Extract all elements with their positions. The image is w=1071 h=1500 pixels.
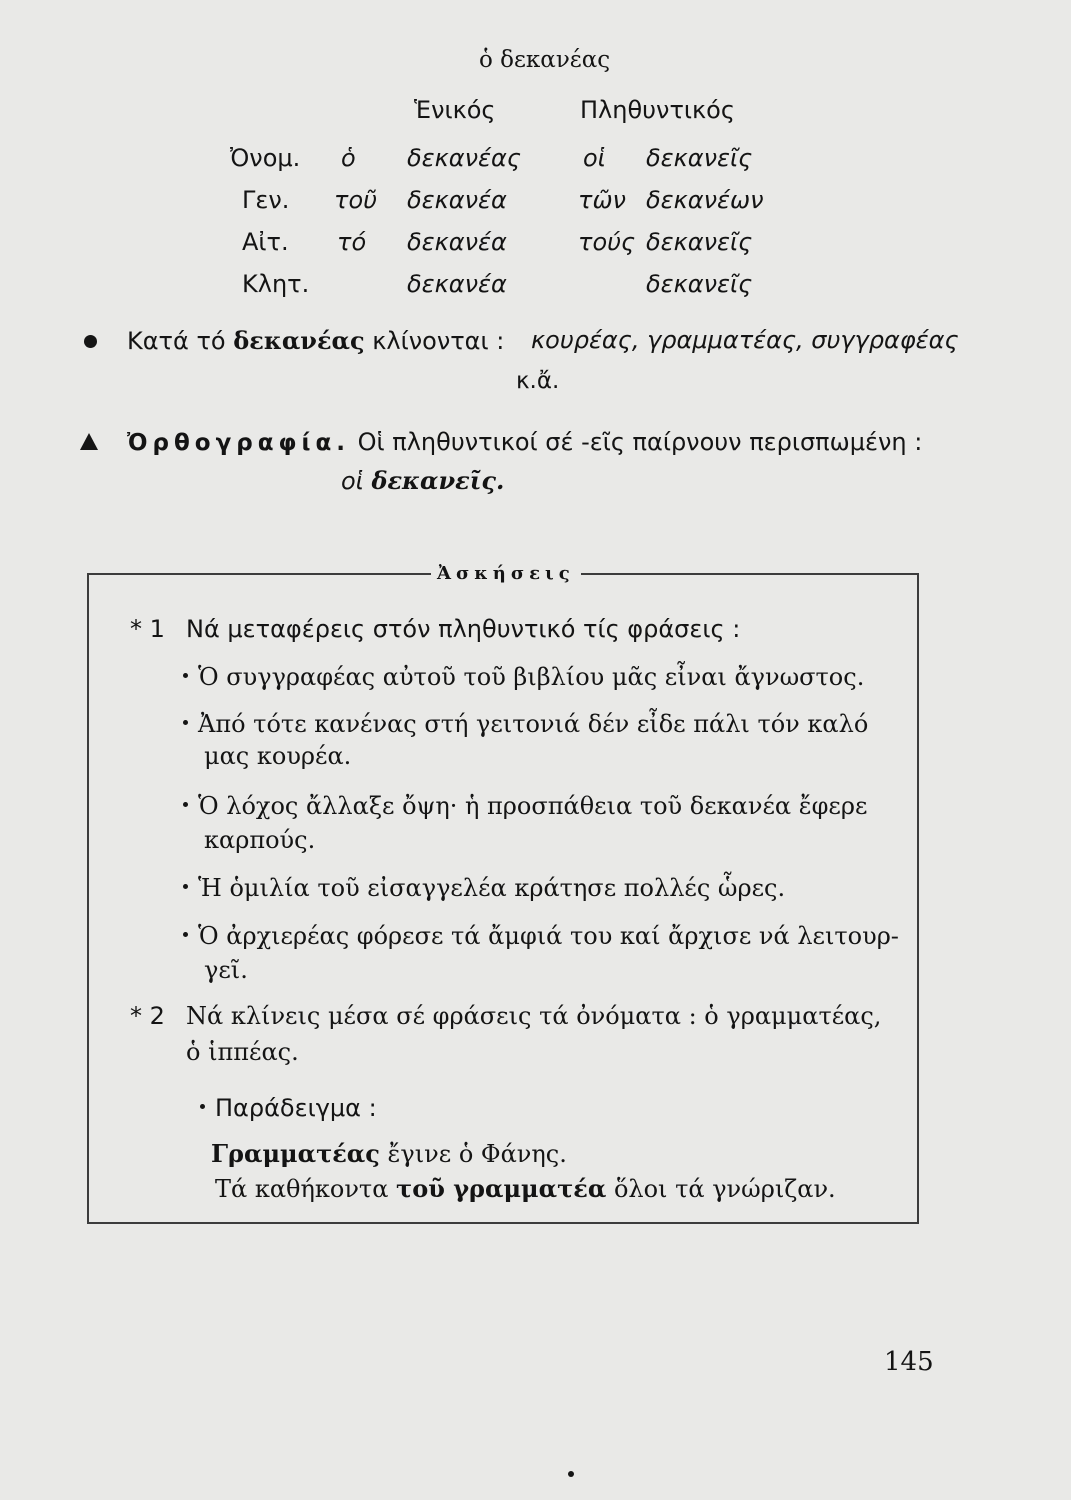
singular-header: Ἑνικός [414,96,496,124]
orthography-example-article: οἱ [341,467,364,495]
bullet-icon [200,1104,205,1109]
case-label: Κλητ. [242,270,310,298]
list-item: Ὁ συγγραφέας αὐτοῦ τοῦ βιβλίου μᾶς εἶναι ἄγνωστος. [183,663,864,691]
orthography-example [341,466,504,495]
example-sentence-2 [215,1174,836,1203]
example-1-rest: ἔγινε ὁ Φάνης. [387,1140,567,1168]
example-1-bold: Γραμματέας [211,1139,380,1168]
exercise-2-marker: * 2 [130,1002,165,1030]
example-label: Παράδειγμα : [200,1094,377,1122]
list-item-continuation: γεῖ. [204,956,248,984]
pl-form: δεκανέων [646,186,764,214]
example-2-rest: ὅλοι τά γνώριζαν. [613,1175,836,1203]
list-item: Ὁ ἀρχιερέας φόρεσε τά ἄμφιά του καί ἄρχισε νά λειτουρ- [183,922,899,950]
orthography-line [127,428,922,456]
rule-bold-word: δεκανέας [233,326,365,355]
rule-etc: κ.ἄ. [516,368,560,394]
dot-mark [568,1471,574,1477]
example-2-bold: τοῦ γραμματέα [396,1174,607,1203]
case-label: Ὀνομ. [230,144,301,172]
plural-header: Πληθυντικός [580,96,735,124]
sg-form: δεκανέας [407,144,521,172]
list-item: Ἡ ὁμιλία τοῦ εἰσαγγελέα κράτησε πολλές ὧρες. [183,874,785,902]
orthography-text: Οἱ πληθυντικοί σέ -εῖς παίρνουν περισπωμένη : [357,428,923,456]
pl-form: δεκανεῖς [646,228,753,256]
sg-article: τό [337,228,367,256]
example-2-pre: Τά καθήκοντα [215,1175,389,1203]
orthography-example-word: δεκανεῖς. [371,466,505,495]
sg-form: δεκανέα [407,270,507,298]
exercises-heading: Ἀσκήσεις [431,563,581,584]
rule-examples: κουρέας, γραμματέας, συγγραφέας [531,326,959,354]
case-label: Γεν. [242,186,290,214]
pl-form: δεκανεῖς [646,144,753,172]
rule-suffix: κλίνονται : [372,327,505,355]
exercise-1-prompt: Νά μεταφέρεις στόν πληθυντικό τίς φράσεις : [186,615,741,643]
bullet-icon [84,335,97,348]
rule-text [127,326,504,355]
list-item: Ὁ λόχος ἄλλαξε ὄψη· ἡ προσπάθεια τοῦ δεκανέα ἔφερε [183,792,867,820]
rule-prefix: Κατά τό [127,327,226,355]
sg-article: τοῦ [334,186,378,214]
page-number: 145 [884,1347,934,1377]
bullet-icon [183,884,188,889]
example-sentence-1 [211,1139,567,1168]
exercise-2-prompt: Νά κλίνεις μέσα σέ φράσεις τά ὀνόματα : ὁ γραμματέας, [186,1002,882,1030]
triangle-icon [80,433,98,450]
list-item: Ἀπό τότε κανένας στή γειτονιά δέν εἶδε πάλι τόν καλό [183,710,868,738]
list-item-continuation: καρπούς. [204,826,316,854]
bullet-icon [183,673,188,678]
sg-form: δεκανέα [407,228,507,256]
page-title: ὁ δεκανέας [479,47,611,73]
exercise-2-prompt-continuation: ὁ ἱππέας. [186,1038,299,1066]
sg-article: ὁ [341,144,356,172]
pl-article: τῶν [578,186,626,214]
bullet-icon [183,720,188,725]
case-label: Αἰτ. [242,228,289,256]
bullet-icon [183,932,188,937]
bullet-icon [183,802,188,807]
sg-form: δεκανέα [407,186,507,214]
pl-article: οἱ [583,144,606,172]
list-item-continuation: μας κουρέα. [204,742,352,770]
exercise-1-marker: * 1 [130,615,165,643]
pl-form: δεκανεῖς [646,270,753,298]
orthography-label: Ὀρθογραφία. [127,430,350,456]
pl-article: τούς [578,228,636,256]
